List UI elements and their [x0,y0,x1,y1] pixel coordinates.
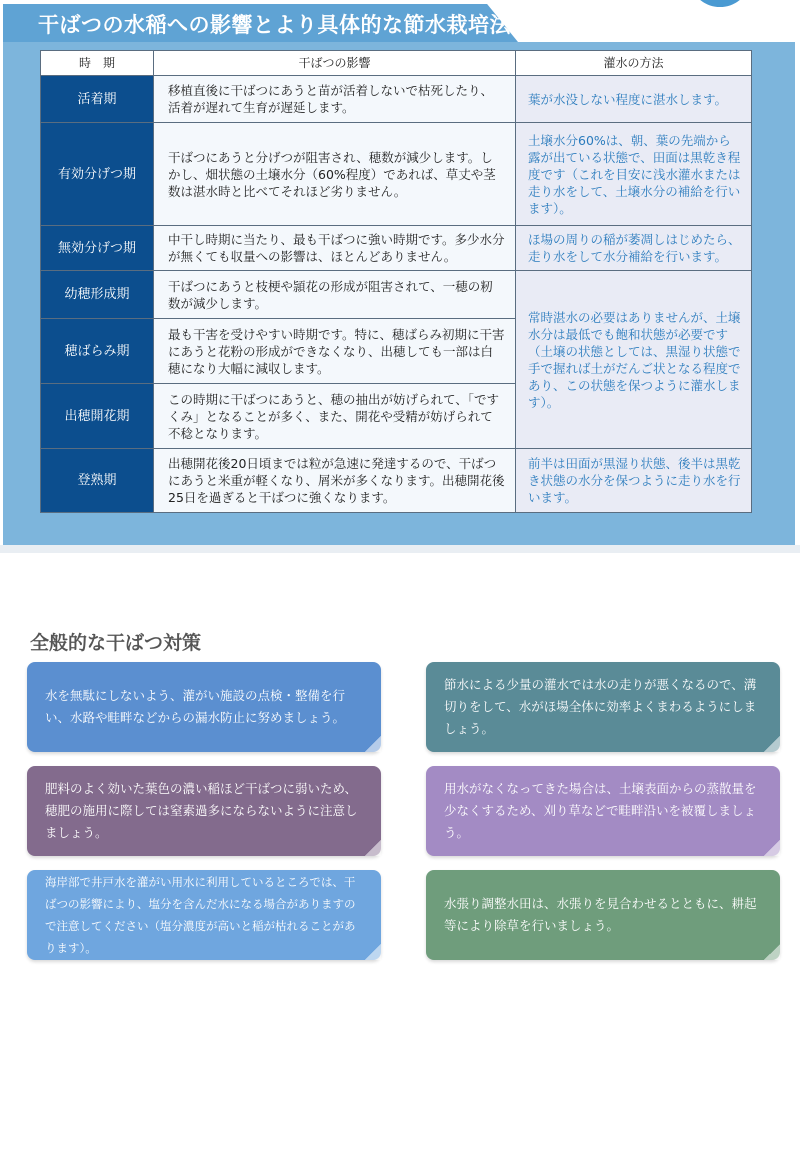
table-row [41,76,752,123]
panel-shadow [0,545,800,553]
table-row [41,271,752,319]
period-cell: 幼穂形成期 [41,271,154,319]
tip-text: 水張り調整水田は、水張りを見合わせるとともに、耕起等により除草を行いましょう。 [444,896,757,933]
tip-card [426,662,780,752]
method-cell: 前半は田面が黒湿り状態、後半は黒乾き状態の水分を保つように走り水を行います。 [516,449,752,513]
tip-card [426,766,780,856]
tip-text: 海岸部で井戸水を灌がい用水に利用しているところでは、干ばつの影響により、塩分を含んだ水になる場合がありますので注意してください（塩分濃度が高いと稲が枯れることがあります）。 [45,875,356,955]
method-cell: ほ場の周りの稲が萎凋しはじめたら、走り水をして水分補給を行います。 [516,226,752,271]
tip-card [426,870,780,960]
header-effect: 干ばつの影響 [154,51,516,76]
table-row [41,123,752,226]
period-cell: 出穂開花期 [41,384,154,449]
header-method: 灌水の方法 [516,51,752,76]
effect-cell: 干ばつにあうと分げつが阻害され、穂数が減少します。しかし、畑状態の土壌水分（60%程度）であれば、草丈や茎数は湛水時と比べてそれほど劣りません。 [154,123,516,226]
period-cell: 有効分げつ期 [41,123,154,226]
tip-text: 水を無駄にしないよう、灌がい施設の点検・整備を行い、水路や畦畔などからの漏水防止に努めましょう。 [45,688,346,725]
effect-cell: 中干し時期に当たり、最も干ばつに強い時期です。多少水分が無くても収量への影響は、ほとんどありません。 [154,226,516,271]
method-cell: 土壌水分60%は、朝、葉の先端から露が出ている状態で、田面は黒乾き程度です（これを目安に浅水灌水または走り水をして、土壌水分の補給を行います）。 [516,123,752,226]
effect-cell: この時期に干ばつにあうと、穂の抽出が妨げられて、「ですくみ」となることが多く、また、開花や受精が妨げられて不稔となります。 [154,384,516,449]
period-cell: 無効分げつ期 [41,226,154,271]
table-header [41,51,752,76]
tip-card [27,662,381,752]
tip-card [27,766,381,856]
period-cell: 活着期 [41,76,154,123]
tip-text: 節水による少量の灌水では水の走りが悪くなるので、溝切りをして、水がほ場全体に効率よくまわるようにしましょう。 [444,677,757,736]
section-title: 全般的な干ばつ対策 [30,632,202,654]
period-cell: 穂ばらみ期 [41,319,154,384]
tip-text: 用水がなくなってきた場合は、土壌表面からの蒸散量を少なくするため、刈り草などで畦畔沿いを被覆しましょう。 [444,781,757,840]
table-row [41,226,752,271]
method-cell: 葉が水没しない程度に湛水します。 [516,76,752,123]
page-title: 干ばつの水稲への影響とより具体的な節水栽培法 [38,13,511,37]
effect-cell: 移植直後に干ばつにあうと苗が活着しないで枯死したり、活着が遅れて生育が遅延します。 [154,76,516,123]
period-cell: 登熟期 [41,449,154,513]
tip-card [27,870,381,960]
effect-cell: 最も干害を受けやすい時期です。特に、穂ばらみ初期に干害にあうと花粉の形成ができなくなり、出穂しても一部は白穂になり大幅に減収します。 [154,319,516,384]
header-period: 時 期 [41,51,154,76]
drought-table [40,50,752,513]
table-row [41,449,752,513]
tip-text: 肥料のよく効いた葉色の濃い稲ほど干ばつに弱いため、穂肥の施用に際しては窒素過多にならないように注意しましょう。 [45,781,358,840]
effect-cell: 出穂開花後20日頃までは粒が急速に発達するので、干ばつにあうと米重が軽くなり、屑米が多くなります。出穂開花後25日を過ぎると干ばつに強くなります。 [154,449,516,513]
method-cell: 常時湛水の必要はありませんが、土壌水分は最低でも飽和状態が必要です（土壌の状態としては、黒湿り状態で手で握れば土がだんご状となる程度であり、この状態を保つように灌水します）。 [516,271,752,449]
effect-cell: 干ばつにあうと枝梗や頴花の形成が阻害されて、一穂の籾数が減少します。 [154,271,516,319]
